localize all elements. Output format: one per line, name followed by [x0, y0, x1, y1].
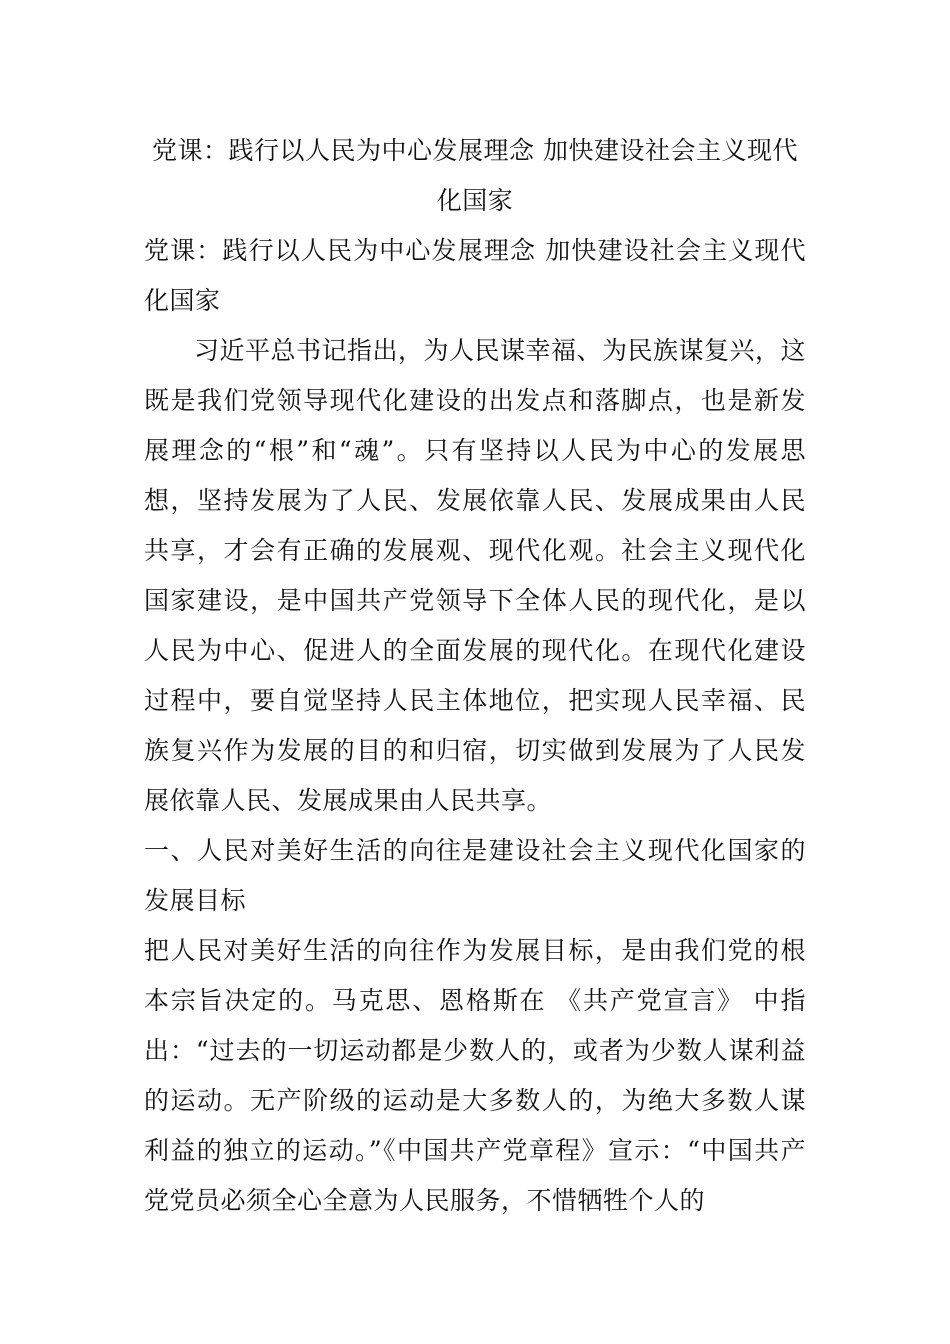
intro-paragraph: 习近平总书记指出，为人民谋幸福、为民族谋复兴，这既是我们党领导现代化建设的出发点和落脚点，也是新发展理念的“根”和“魂”。只有坚持以人民为中心的发展思想，坚持发展为了人民、发展依靠人民、发展成果由人民共享，才会有正确的发展观、现代化观。社会主义现代化国家建设，是中国共产党领导下全体人民的现代化，是以人民为中心、促进人的全面发展的现代化。在现代化建设过程中，要自觉坚持人民主体地位，把实现人民幸福、民族复兴作为发展的目的和归宿，切实做到发展为了人民发展依靠人民、发展成果由人民共享。	[144, 336, 807, 815]
section-1-heading: 一、人民对美好生活的向往是建设社会主义现代化国家的发展目标	[144, 836, 806, 915]
document-body	[144, 126, 806, 1226]
document-subtitle: 党课：践行以人民为中心发展理念 加快建设社会主义现代化国家	[144, 236, 806, 315]
section-1-paragraph: 把人民对美好生活的向往作为发展目标，是由我们党的根本宗旨决定的。马克思、恩格斯在 《共产党宣言》 中指出：“过去的一切运动都是少数人的，或者为少数人谋利益的运动。无产阶级的运动是大多数人的，为绝大多数人谋利益的独立的运动。”《中国共产党章程》宣示：“中国共产党党员必须全心全意为人民服务，不惜牺牲个人的	[144, 936, 806, 1215]
document-title: 党课：践行以人民为中心发展理念 加快建设社会主义现代化国家	[152, 136, 798, 215]
